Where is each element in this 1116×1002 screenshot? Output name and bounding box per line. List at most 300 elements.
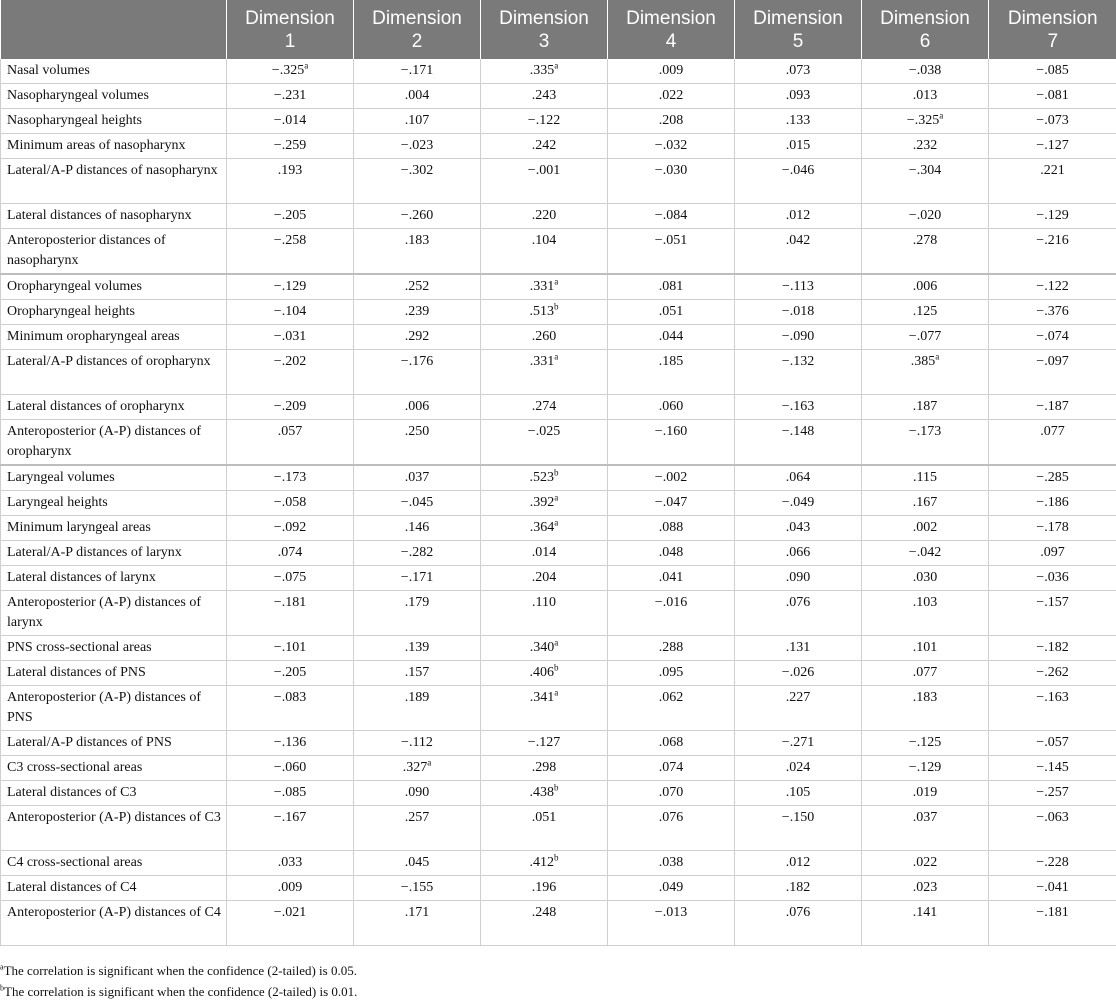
table-body	[1, 59, 1116, 946]
cell-value: .185	[658, 354, 684, 369]
value-cell	[862, 901, 989, 946]
table-row	[1, 465, 1116, 491]
value-cell	[735, 229, 862, 275]
cell-value: −.186	[1036, 495, 1069, 510]
value-cell	[481, 901, 608, 946]
cell-value: −.145	[1036, 760, 1069, 775]
cell-value: −.112	[401, 735, 433, 750]
value-cell	[481, 420, 608, 466]
value-cell	[862, 806, 989, 851]
cell-value: .167	[912, 495, 938, 510]
cell-value: .006	[912, 279, 938, 294]
cell-value: .037	[404, 470, 430, 485]
value-cell	[989, 491, 1116, 516]
value-cell	[481, 109, 608, 134]
cell-value: .232	[912, 138, 938, 153]
cell-value: −.259	[273, 138, 307, 153]
cell-value: .076	[658, 810, 684, 825]
table-row	[1, 229, 1116, 275]
cell-value: −.127	[1036, 138, 1069, 153]
value-cell	[608, 274, 735, 300]
value-cell	[354, 566, 481, 591]
value-cell	[227, 756, 354, 781]
cell-value: .139	[404, 640, 430, 655]
value-cell	[608, 159, 735, 204]
row-label: Lateral distances of oropharynx	[1, 395, 227, 420]
cell-value: .412	[529, 855, 554, 870]
value-cell	[862, 420, 989, 466]
value-cell	[735, 591, 862, 636]
value-cell	[862, 325, 989, 350]
cell-value: .133	[785, 113, 811, 128]
value-cell	[862, 851, 989, 876]
cell-value: .250	[404, 424, 430, 439]
value-cell	[481, 806, 608, 851]
value-cell	[989, 516, 1116, 541]
cell-value: .103	[912, 595, 938, 610]
value-cell	[989, 591, 1116, 636]
value-cell	[735, 274, 862, 300]
value-cell	[862, 134, 989, 159]
cell-value: −.063	[1036, 810, 1069, 825]
cell-value: −.038	[908, 63, 942, 78]
value-cell	[481, 591, 608, 636]
cell-value: −.073	[1036, 113, 1069, 128]
cell-value: .141	[912, 905, 938, 920]
table-row	[1, 756, 1116, 781]
value-cell	[862, 731, 989, 756]
cell-value: .048	[658, 545, 684, 560]
cell-value: .105	[785, 785, 811, 800]
value-cell	[608, 566, 735, 591]
value-cell	[989, 274, 1116, 300]
value-cell	[608, 204, 735, 229]
cell-value: .097	[1040, 545, 1065, 560]
value-cell	[481, 541, 608, 566]
cell-value: −.129	[1036, 208, 1069, 223]
value-cell	[862, 686, 989, 731]
cell-value: −.122	[527, 113, 561, 128]
value-cell	[227, 159, 354, 204]
header-row	[1, 0, 1116, 59]
value-cell	[989, 661, 1116, 686]
value-cell	[354, 491, 481, 516]
value-cell	[481, 465, 608, 491]
cell-value: −.132	[781, 354, 815, 369]
cell-value: −.042	[908, 545, 942, 560]
value-cell	[481, 204, 608, 229]
cell-value: .101	[912, 640, 938, 655]
cell-value: −.084	[654, 208, 688, 223]
value-cell	[608, 756, 735, 781]
value-cell	[481, 325, 608, 350]
value-cell	[227, 516, 354, 541]
value-cell	[862, 591, 989, 636]
cell-value: −.026	[781, 665, 815, 680]
cell-value: −.155	[400, 880, 434, 895]
cell-value: −.228	[1036, 855, 1069, 870]
value-cell	[481, 395, 608, 420]
value-cell	[989, 159, 1116, 204]
row-label: Anteroposterior (A-P) distances of PNS	[1, 686, 227, 731]
cell-value: −.046	[781, 163, 815, 178]
cell-value: −.016	[654, 595, 688, 610]
value-cell	[735, 661, 862, 686]
cell-value: .081	[658, 279, 684, 294]
header-dimension-1: Dimension 1	[227, 0, 354, 59]
value-cell	[989, 876, 1116, 901]
cell-value: −.262	[1036, 665, 1069, 680]
cell-value: −.041	[1036, 880, 1069, 895]
value-cell	[735, 159, 862, 204]
cell-value: −.157	[1036, 595, 1069, 610]
value-cell	[989, 300, 1116, 325]
cell-value: .077	[912, 665, 938, 680]
value-cell	[735, 84, 862, 109]
cell-value: .248	[531, 905, 557, 920]
cell-value: −.150	[781, 810, 815, 825]
value-cell	[354, 274, 481, 300]
cell-value: .292	[404, 329, 430, 344]
significance-mark: b	[554, 301, 559, 312]
table-row	[1, 491, 1116, 516]
value-cell	[608, 686, 735, 731]
cell-value: −.302	[400, 163, 434, 178]
value-cell	[735, 636, 862, 661]
value-cell	[354, 686, 481, 731]
header-dimension-4: Dimension 4	[608, 0, 735, 59]
cell-value: .193	[277, 163, 303, 178]
value-cell	[735, 876, 862, 901]
value-cell	[735, 350, 862, 395]
value-cell	[735, 851, 862, 876]
value-cell	[608, 134, 735, 159]
cell-value: .243	[531, 88, 557, 103]
value-cell	[608, 420, 735, 466]
cell-value: .340	[529, 640, 555, 655]
cell-value: .327	[402, 760, 428, 775]
row-label: PNS cross-sectional areas	[1, 636, 227, 661]
cell-value: −.167	[273, 810, 307, 825]
cell-value: −.325	[906, 113, 940, 128]
significance-mark: a	[554, 60, 559, 71]
cell-value: −.127	[527, 735, 561, 750]
cell-value: .074	[277, 545, 303, 560]
cell-value: −.181	[1036, 905, 1069, 920]
row-label: Lateral distances of C4	[1, 876, 227, 901]
header-dimension-5: Dimension 5	[735, 0, 862, 59]
value-cell	[989, 350, 1116, 395]
cell-value: −.057	[1036, 735, 1069, 750]
cell-value: .239	[404, 304, 430, 319]
value-cell	[735, 465, 862, 491]
cell-value: .182	[785, 880, 811, 895]
footnote-a: $^a$The correlation is significant when the confidence (2-tailed) is 0.05.	[0, 962, 357, 978]
cell-value: .022	[658, 88, 684, 103]
cell-value: .024	[785, 760, 811, 775]
cell-value: −.104	[273, 304, 307, 319]
value-cell	[989, 756, 1116, 781]
value-cell	[608, 395, 735, 420]
cell-value: −.285	[1036, 470, 1069, 485]
table-row	[1, 134, 1116, 159]
value-cell	[354, 661, 481, 686]
cell-value: .012	[785, 208, 811, 223]
cell-value: .022	[912, 855, 938, 870]
cell-value: .331	[529, 354, 555, 369]
value-cell	[989, 59, 1116, 84]
value-cell	[608, 591, 735, 636]
value-cell	[735, 756, 862, 781]
cell-value: .204	[531, 570, 557, 585]
value-cell	[862, 566, 989, 591]
cell-value: .257	[404, 810, 430, 825]
cell-value: −.325	[271, 63, 305, 78]
cell-value: −.129	[273, 279, 307, 294]
value-cell	[481, 661, 608, 686]
value-cell	[481, 159, 608, 204]
value-cell	[735, 781, 862, 806]
cell-value: .221	[1040, 163, 1065, 178]
cell-value: .074	[658, 760, 684, 775]
cell-value: .090	[404, 785, 430, 800]
value-cell	[481, 636, 608, 661]
cell-value: −.101	[273, 640, 307, 655]
cell-value: .183	[404, 233, 430, 248]
cell-value: .062	[658, 690, 684, 705]
row-label: Minimum laryngeal areas	[1, 516, 227, 541]
table-row	[1, 566, 1116, 591]
significance-mark: a	[304, 60, 309, 71]
value-cell	[354, 731, 481, 756]
value-cell	[481, 350, 608, 395]
value-cell	[608, 465, 735, 491]
cell-value: −.258	[273, 233, 307, 248]
cell-value: −.023	[400, 138, 434, 153]
cell-value: .107	[404, 113, 430, 128]
cell-value: −.163	[1036, 690, 1069, 705]
value-cell	[989, 901, 1116, 946]
header-dimension-7: Dimension 7	[989, 0, 1116, 59]
cell-value: .057	[277, 424, 303, 439]
value-cell	[862, 274, 989, 300]
cell-value: .041	[658, 570, 684, 585]
cell-value: .260	[531, 329, 557, 344]
value-cell	[735, 541, 862, 566]
value-cell	[989, 229, 1116, 275]
value-cell	[227, 901, 354, 946]
cell-value: .009	[658, 63, 684, 78]
value-cell	[227, 134, 354, 159]
cell-value: −.092	[273, 520, 307, 535]
cell-value: .066	[785, 545, 811, 560]
cell-value: −.058	[273, 495, 307, 510]
header-dimension-2: Dimension 2	[354, 0, 481, 59]
cell-value: −.113	[782, 279, 814, 294]
cell-value: −.001	[527, 163, 561, 178]
value-cell	[735, 109, 862, 134]
value-cell	[481, 274, 608, 300]
significance-mark: a	[427, 757, 432, 768]
table-row	[1, 661, 1116, 686]
value-cell	[862, 636, 989, 661]
value-cell	[354, 756, 481, 781]
value-cell	[608, 876, 735, 901]
value-cell	[608, 636, 735, 661]
table-row	[1, 516, 1116, 541]
cell-value: −.376	[1036, 304, 1069, 319]
cell-value: −.209	[273, 399, 307, 414]
value-cell	[354, 851, 481, 876]
cell-value: −.075	[273, 570, 307, 585]
cell-value: .043	[785, 520, 811, 535]
row-label: Lateral/A-P distances of PNS	[1, 731, 227, 756]
cell-value: .077	[1040, 424, 1065, 439]
value-cell	[608, 325, 735, 350]
value-cell	[862, 876, 989, 901]
value-cell	[862, 661, 989, 686]
table-row	[1, 591, 1116, 636]
cell-value: −.205	[273, 208, 307, 223]
value-cell	[862, 756, 989, 781]
cell-value: −.020	[908, 208, 942, 223]
value-cell	[608, 781, 735, 806]
cell-value: −.021	[273, 905, 307, 920]
row-label: Laryngeal heights	[1, 491, 227, 516]
table-row	[1, 876, 1116, 901]
cell-value: .274	[531, 399, 557, 414]
row-label: Nasopharyngeal volumes	[1, 84, 227, 109]
cell-value: −.271	[781, 735, 815, 750]
value-cell	[862, 491, 989, 516]
significance-mark: a	[939, 110, 944, 121]
row-label: Anteroposterior (A-P) distances of larynx	[1, 591, 227, 636]
row-label: Lateral/A-P distances of larynx	[1, 541, 227, 566]
value-cell	[989, 109, 1116, 134]
value-cell	[608, 901, 735, 946]
table-row	[1, 109, 1116, 134]
row-label: Anteroposterior distances of nasopharynx	[1, 229, 227, 275]
cell-value: −.060	[273, 760, 307, 775]
value-cell	[735, 204, 862, 229]
significance-mark: a	[935, 351, 940, 362]
row-label: Laryngeal volumes	[1, 465, 227, 491]
header-dimension-3: Dimension 3	[481, 0, 608, 59]
value-cell	[227, 541, 354, 566]
value-cell	[862, 84, 989, 109]
cell-value: .064	[785, 470, 811, 485]
cell-value: .037	[912, 810, 938, 825]
value-cell	[227, 661, 354, 686]
cell-value: .187	[912, 399, 938, 414]
value-cell	[481, 59, 608, 84]
cell-value: .070	[658, 785, 684, 800]
cell-value: −.085	[273, 785, 307, 800]
cell-value: −.097	[1036, 354, 1069, 369]
value-cell	[735, 686, 862, 731]
value-cell	[735, 516, 862, 541]
cell-value: −.025	[527, 424, 561, 439]
value-cell	[989, 731, 1116, 756]
cell-value: −.083	[273, 690, 307, 705]
value-cell	[354, 901, 481, 946]
cell-value: −.202	[273, 354, 307, 369]
value-cell	[354, 134, 481, 159]
table-row	[1, 350, 1116, 395]
cell-value: −.125	[908, 735, 942, 750]
table-row	[1, 325, 1116, 350]
value-cell	[227, 420, 354, 466]
value-cell	[735, 59, 862, 84]
value-cell	[989, 566, 1116, 591]
cell-value: −.148	[781, 424, 815, 439]
cell-value: .009	[277, 880, 303, 895]
value-cell	[735, 806, 862, 851]
row-label: Minimum oropharyngeal areas	[1, 325, 227, 350]
value-cell	[227, 806, 354, 851]
cell-value: .042	[785, 233, 811, 248]
row-label: Anteroposterior (A-P) distances of C3	[1, 806, 227, 851]
cell-value: .060	[658, 399, 684, 414]
value-cell	[481, 756, 608, 781]
table-header	[1, 0, 1116, 59]
value-cell	[354, 325, 481, 350]
cell-value: −.173	[908, 424, 942, 439]
significance-mark: a	[554, 351, 559, 362]
value-cell	[862, 204, 989, 229]
cell-value: −.077	[908, 329, 942, 344]
row-label: Lateral distances of larynx	[1, 566, 227, 591]
significance-mark: a	[554, 687, 559, 698]
value-cell	[608, 661, 735, 686]
value-cell	[862, 516, 989, 541]
cell-value: −.051	[654, 233, 688, 248]
value-cell	[862, 109, 989, 134]
cell-value: −.178	[1036, 520, 1069, 535]
row-label: Nasopharyngeal heights	[1, 109, 227, 134]
cell-value: −.136	[273, 735, 307, 750]
cell-value: −.182	[1036, 640, 1069, 655]
header-dimension-6: Dimension 6	[862, 0, 989, 59]
table-row	[1, 204, 1116, 229]
cell-value: −.032	[654, 138, 688, 153]
value-cell	[608, 806, 735, 851]
table-row	[1, 420, 1116, 466]
table-row	[1, 59, 1116, 84]
value-cell	[227, 465, 354, 491]
value-cell	[989, 851, 1116, 876]
cell-value: .125	[912, 304, 938, 319]
cell-value: −.163	[781, 399, 815, 414]
cell-value: −.176	[400, 354, 434, 369]
value-cell	[862, 395, 989, 420]
cell-value: .045	[404, 855, 430, 870]
cell-value: .023	[912, 880, 938, 895]
row-label: Anteroposterior (A-P) distances of C4	[1, 901, 227, 946]
cell-value: .406	[529, 665, 554, 680]
cell-value: −.171	[400, 570, 434, 585]
value-cell	[862, 229, 989, 275]
cell-value: −.013	[654, 905, 688, 920]
cell-value: .038	[658, 855, 684, 870]
table-row	[1, 851, 1116, 876]
cell-value: −.047	[654, 495, 688, 510]
cell-value: −.081	[1036, 88, 1069, 103]
row-label: Oropharyngeal volumes	[1, 274, 227, 300]
value-cell	[481, 134, 608, 159]
value-cell	[227, 781, 354, 806]
value-cell	[481, 876, 608, 901]
